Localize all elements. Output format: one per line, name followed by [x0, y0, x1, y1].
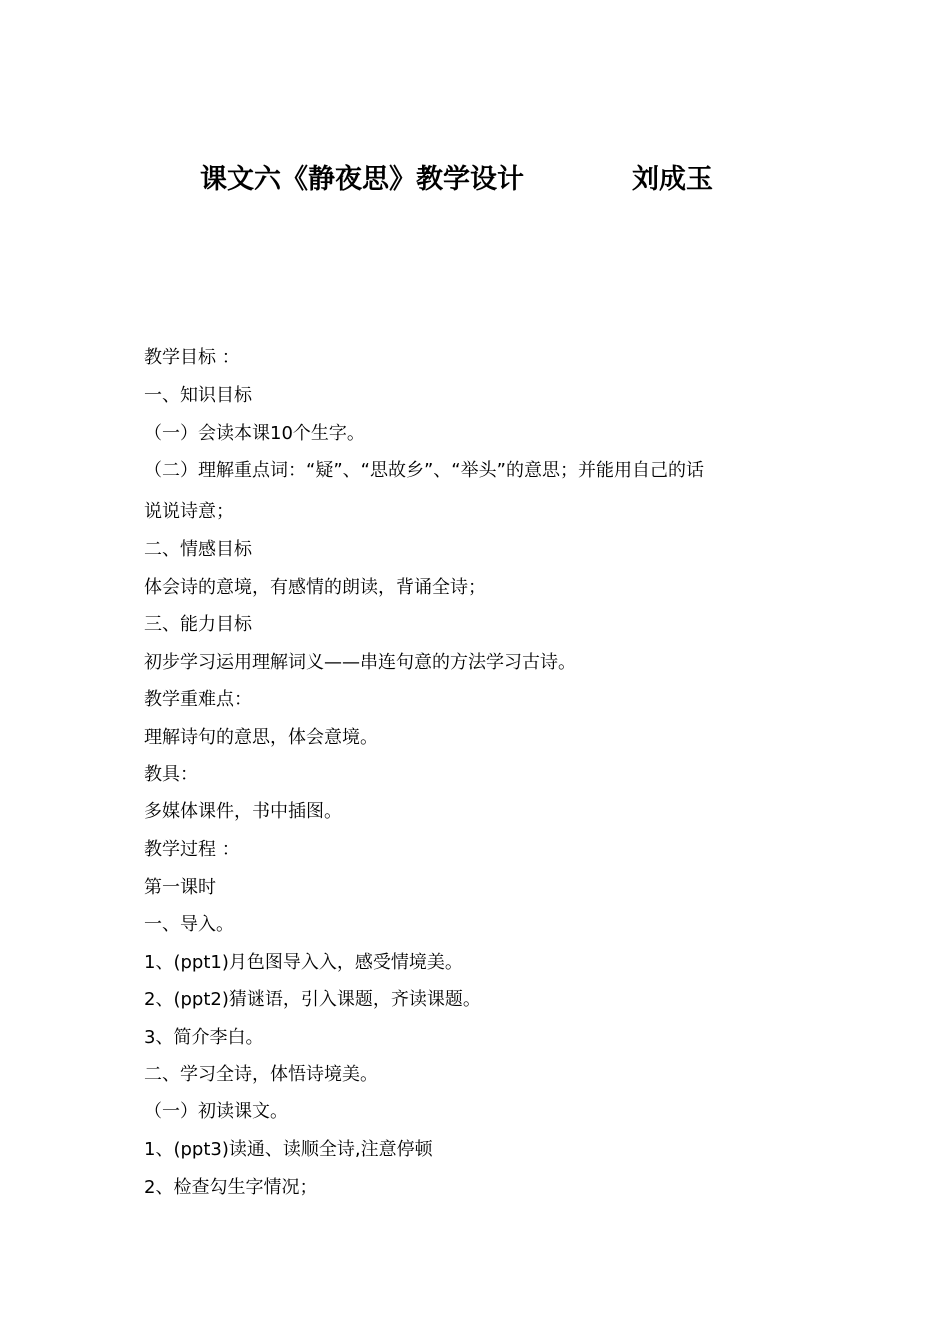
body-line: （二）理解重点词：“疑”、“思故乡”、“举头”的意思；并能用自己的话	[144, 460, 704, 481]
body-line: 理解诗句的意思，体会意境。	[144, 727, 378, 748]
body-line: 初步学习运用理解词义——串连句意的方法学习古诗。	[144, 652, 576, 673]
body-line: 1、(ppt3)读通、读顺全诗,注意停顿	[144, 1139, 433, 1160]
subheading-intro: 一、导入。	[144, 914, 234, 935]
subheading-first-reading: （一）初读课文。	[144, 1101, 288, 1122]
body-line: 说说诗意；	[144, 501, 234, 522]
document-author: 刘成玉	[632, 164, 713, 195]
body-line: 体会诗的意境，有感情的朗读，背诵全诗；	[144, 577, 486, 598]
subheading-knowledge: 一、知识目标	[144, 385, 252, 406]
body-line: 1、(ppt1)月色图导入入，感受情境美。	[144, 952, 463, 973]
subheading-ability: 三、能力目标	[144, 614, 252, 635]
subheading-lesson-one: 第一课时	[144, 877, 216, 898]
body-line: 2、(ppt2)猜谜语，引入课题，齐读课题。	[144, 989, 481, 1010]
subheading-study-poem: 二、学习全诗，体悟诗境美。	[144, 1064, 378, 1085]
body-line: 3、简介李白。	[144, 1027, 264, 1048]
document-title: 课文六《静夜思》教学设计	[200, 164, 524, 195]
body-line: （一）会读本课10个生字。	[144, 423, 365, 444]
section-heading-keypoints: 教学重难点：	[144, 689, 252, 710]
body-line: 2、检查勾生字情况；	[144, 1177, 318, 1198]
subheading-emotion: 二、情感目标	[144, 539, 252, 560]
body-line: 多媒体课件，书中插图。	[144, 801, 342, 822]
section-heading-goals: 教学目标 ：	[144, 347, 240, 368]
section-heading-tools: 教具：	[144, 764, 198, 785]
section-heading-process: 教学过程 ：	[144, 839, 240, 860]
